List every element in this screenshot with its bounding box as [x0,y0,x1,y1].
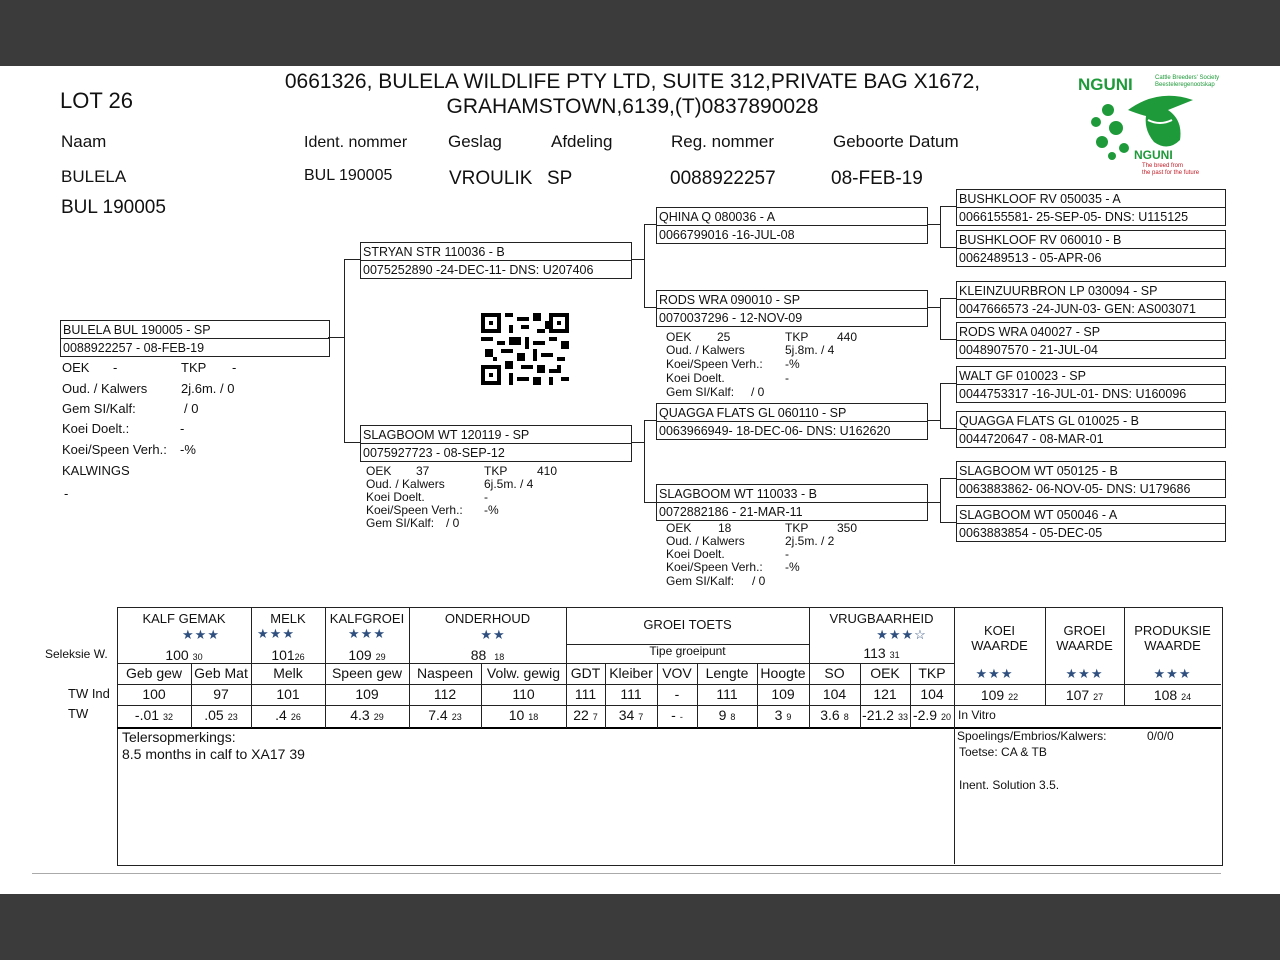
subject-oek-label: OEK [62,360,90,375]
groei-toets-header: GROEI TOETS [643,617,732,632]
tw-value: 9 8 [718,707,736,723]
twind-value: 101 [276,686,300,702]
page-divider [32,873,1221,874]
koei-waarde-stars: ★★★ [975,666,1014,681]
vrugbaarheid-stars: ★★★☆ [876,627,927,642]
column-header: TKP [918,665,946,681]
gg6-reg: 0044720647 - 08-MAR-01 [959,432,1104,446]
lot-number: LOT 26 [60,88,133,113]
dd-oek-label: OEK [666,521,692,535]
gg5-box [956,366,1226,403]
subject-reg: 0088922257 - 08-FEB-19 [63,341,205,355]
dam-oek: 37 [416,464,430,478]
gg3-name: KLEINZUURBRON LP 030094 - SP [959,284,1158,298]
kalfgroei-stars: ★★★ [348,626,386,641]
column-header: VOV [662,665,692,681]
twind-value: 111 [716,686,738,702]
dam-oek-label: OEK [366,464,392,478]
sd-speen-label: Koei/Speen Verh.: [666,357,763,371]
twind-label: TW Ind [68,686,110,701]
gg2-name: BUSHKLOOF RV 060010 - B [959,233,1122,247]
breeder-line-1: 0661326, BULELA WILDLIFE PTY LTD, SUITE 312,PRIVATE BAG X1672, [284,70,981,93]
dd-koei-label: Koei Doelt. [666,547,725,561]
onderhoud-header: ONDERHOUD [444,611,531,626]
tw-value: 7.4 23 [428,707,462,723]
gg6-name: QUAGGA FLATS GL 010025 - B [959,414,1139,428]
dd-koei: - [785,547,789,561]
sd-oek: 25 [717,330,731,344]
bottom-bar [0,894,1280,960]
subject-gem: / 0 [184,401,199,416]
sire-sire-reg: 0066799016 -16-JUL-08 [659,228,795,242]
twind-value: 112 [433,686,457,702]
dam-koei: - [484,490,488,504]
sire-sire-box [656,207,928,244]
afdeling-header: Afdeling [551,132,613,151]
tw-value: -2.9 20 [912,707,952,723]
dd-speen: -% [785,560,800,574]
breeder-line-2: GRAHAMSTOWN,6139,(T)0837890028 [446,95,819,118]
geslag-header: Geslag [448,132,502,151]
dd-gem: / 0 [752,574,766,588]
spoelings-label: Spoelings/Embrios/Kalwers: [957,729,1107,743]
melk-stars: ★★★ [257,626,295,641]
dam-speen: -% [484,503,499,517]
column-header: Volw. gewig [486,665,561,681]
tw-label: TW [68,706,89,721]
dam-koei-label: Koei Doelt. [366,490,425,504]
tw-value: 4.3 29 [350,707,384,723]
tw-value: - - [671,707,683,723]
twind-value: 109 [771,686,795,702]
gg7-box [956,461,1226,498]
tw-value: -.01 32 [134,707,174,723]
animal-geboorte: 08-FEB-19 [831,168,923,189]
koei-waarde-value: 109 22 [980,687,1019,703]
subject-tkp: - [232,360,237,375]
dd-tkp: 350 [837,521,858,535]
animal-ident-large: BUL 190005 [61,197,166,218]
koei-waarde-header: KOEI WAARDE [971,623,1028,653]
groei-waarde-stars: ★★★ [1065,666,1104,681]
sel-kalfgroei: 109 29 [348,647,386,663]
sd-gem: / 0 [751,385,765,399]
sd-oud: 5j.8m. / 4 [785,343,835,357]
dam-sire-reg: 0063966949- 18-DEC-06- DNS: U162620 [659,424,891,438]
subject-oud-label: Oud. / Kalwers [62,381,148,396]
column-header: GDT [570,665,601,681]
onderhoud-stars: ★★ [480,627,506,642]
subject-koei-label: Koei Doelt.: [62,421,130,436]
twind-value: 121 [873,686,897,702]
twind-value: 104 [920,686,944,702]
column-header: Lengte [705,665,749,681]
dam-tkp-label: TKP [484,464,508,478]
column-header: Geb Mat [194,665,248,681]
gg5-reg: 0044753317 -16-JUL-01- DNS: U160096 [959,387,1187,401]
twind-value: 104 [822,686,847,702]
subject-speen: -% [180,442,196,457]
subject-kalwings-label: KALWINGS [62,463,130,478]
dam-gem-label: Gem SI/Kalf: [366,516,435,530]
animal-ident: BUL 190005 [304,167,393,184]
subject-tkp-label: TKP [181,360,207,375]
gg8-reg: 0063883854 - 05-DEC-05 [959,526,1103,540]
gg7-reg: 0063883862- 06-NOV-05- DNS: U179686 [959,482,1191,496]
sel-kalfgemak: 100 30 [165,647,203,663]
sel-onderhoud: 88 18 [470,647,505,663]
gg5-name: WALT GF 010023 - SP [959,369,1086,383]
gg2-reg: 0062489513 - 05-APR-06 [959,251,1102,265]
twind-value: 111 [620,686,642,702]
tw-value: 3.6 8 [820,707,849,723]
gg3-reg: 0047666573 -24-JUN-03- GEN: AS003071 [959,302,1196,316]
melk-header: MELK [270,611,306,626]
sd-speen: -% [785,357,800,371]
sire-box [360,242,632,279]
dam-sire-box [656,403,928,440]
subject-box [60,320,330,357]
sd-gem-label: Gem SI/Kalf: [666,385,735,399]
groei-waarde-header: GROEI WAARDE [1056,623,1113,653]
produksie-waarde-value: 108 24 [1153,687,1192,703]
sire-dam-box [656,290,928,327]
tw-value: 10 18 [508,707,539,723]
dam-speen-label: Koei/Speen Verh.: [366,503,463,517]
animal-naam: BULELA [61,167,127,186]
twind-value: 100 [142,686,166,702]
produksie-waarde-stars: ★★★ [1153,666,1192,681]
dd-gem-label: Gem SI/Kalf: [666,574,735,588]
qr-code-icon [481,313,569,385]
seleksie-label: Seleksie W. [45,647,108,661]
naam-header: Naam [61,132,107,151]
sd-tkp: 440 [837,330,858,344]
gg4-name: RODS WRA 040027 - SP [959,325,1101,339]
dam-tkp: 410 [537,464,558,478]
subject-name: BULELA BUL 190005 - SP [63,323,211,337]
ident-header: Ident. nommer [304,134,408,151]
gg1-reg: 0066155581- 25-SEP-05- DNS: U115125 [959,210,1189,224]
dam-reg: 0075927723 - 08-SEP-12 [363,446,505,460]
column-header: Geb gew [125,665,183,681]
dam-oud-label: Oud. / Kalwers [366,477,445,491]
animal-afdeling: SP [547,168,573,189]
gg8-name: SLAGBOOM WT 050046 - A [959,508,1118,522]
gg1-name: BUSHKLOOF RV 050035 - A [959,192,1121,206]
tw-value: .4 26 [275,707,301,723]
in-vitro-label: In Vitro [958,708,996,722]
column-header: Hoogte [760,665,806,681]
sel-vrugbaarheid: 113 31 [863,645,900,661]
reg-header: Reg. nommer [671,132,774,151]
remarks-text: 8.5 months in calf to XA17 39 [122,746,305,762]
dd-oud: 2j.5m. / 2 [785,534,835,548]
dd-oek: 18 [718,521,732,535]
tw-value: 3 9 [774,707,792,723]
twind-value: 111 [574,686,597,702]
dam-oud: 6j.5m. / 4 [484,477,534,491]
animal-geslag: VROULIK [449,168,533,189]
kalfgroei-header: KALFGROEI [329,611,405,626]
inent-text: Inent. Solution 3.5. [959,778,1060,792]
geboorte-header: Geboorte Datum [833,132,959,151]
remarks-label: Telersopmerkings: [122,729,236,745]
dam-name: SLAGBOOM WT 120119 - SP [363,428,530,442]
twind-value: 110 [512,686,535,702]
sd-koei: - [785,371,789,385]
sire-reg: 0075252890 -24-DEC-11- DNS: U207406 [363,263,594,277]
subject-speen-label: Koei/Speen Verh.: [62,442,167,457]
gg7-name: SLAGBOOM WT 050125 - B [959,464,1118,478]
subject-gem-label: Gem SI/Kalf: [62,401,136,416]
groei-waarde-value: 107 27 [1065,687,1104,703]
dam-dam-box [656,484,928,521]
kalfgemak-stars: ★★★ [182,627,220,642]
dam-box [360,425,632,462]
gg1-box [956,189,1226,226]
column-header: Kleiber [609,665,653,681]
dd-speen-label: Koei/Speen Verh.: [666,560,763,574]
sire-dam-reg: 0070037296 - 12-NOV-09 [659,311,803,325]
sd-tkp-label: TKP [785,330,809,344]
sire-sire-name: QHINA Q 080036 - A [659,210,776,224]
top-bar [0,0,1280,66]
produksie-waarde-header: PRODUKSIE WAARDE [1134,623,1211,653]
twind-value: - [674,686,680,702]
toetse-text: Toetse: CA & TB [959,745,1047,759]
subject-kalwings: - [64,486,69,501]
subject-koei: - [180,421,185,436]
twind-value: 97 [213,686,229,702]
gg6-box [956,411,1226,448]
gg8-box [956,505,1226,542]
dd-tkp-label: TKP [785,521,809,535]
column-header: Naspeen [416,665,474,681]
column-header: Speen gew [331,665,403,681]
gg4-box [956,322,1226,359]
tw-value: 22 7 [573,707,598,723]
sd-koei-label: Koei Doelt. [666,371,725,385]
kalfgemak-header: KALF GEMAK [142,611,226,626]
spoelings-value: 0/0/0 [1147,729,1174,743]
sd-oud-label: Oud. / Kalwers [666,343,745,357]
tw-value: -21.2 33 [862,707,908,723]
column-header: SO [824,665,845,681]
twind-value: 109 [355,686,379,702]
sire-dam-name: RODS WRA 090010 - SP [659,293,801,307]
dam-dam-name: SLAGBOOM WT 110033 - B [659,487,817,501]
dam-sire-name: QUAGGA FLATS GL 060110 - SP [659,406,847,420]
gg2-box [956,230,1226,267]
tw-value: 34 7 [618,707,644,723]
column-header: OEK [870,665,900,681]
sd-oek-label: OEK [666,330,692,344]
dam-dam-reg: 0072882186 - 21-MAR-11 [659,505,803,519]
gg4-reg: 0048907570 - 21-JUL-04 [959,343,1098,357]
vrugbaarheid-header: VRUGBAARHEID [829,611,934,626]
sel-melk: 10126 [271,647,305,663]
column-header: Melk [273,665,303,681]
nguni-logo: NGUNI Cattle Breeders' Society Beesteleregenootskap NGUNI The breed from the past for the future [1078,75,1220,176]
dam-gem: / 0 [446,516,460,530]
sire-name: STRYAN STR 110036 - B [363,245,505,259]
dd-oud-label: Oud. / Kalwers [666,534,745,548]
gg3-box [956,281,1226,318]
subject-oek: - [113,360,118,375]
animal-reg: 0088922257 [670,168,776,189]
subject-oud: 2j.6m. / 0 [181,381,235,396]
tw-value: .05 23 [204,707,238,723]
tipe-groeipunt: Tipe groeipunt [649,644,726,658]
